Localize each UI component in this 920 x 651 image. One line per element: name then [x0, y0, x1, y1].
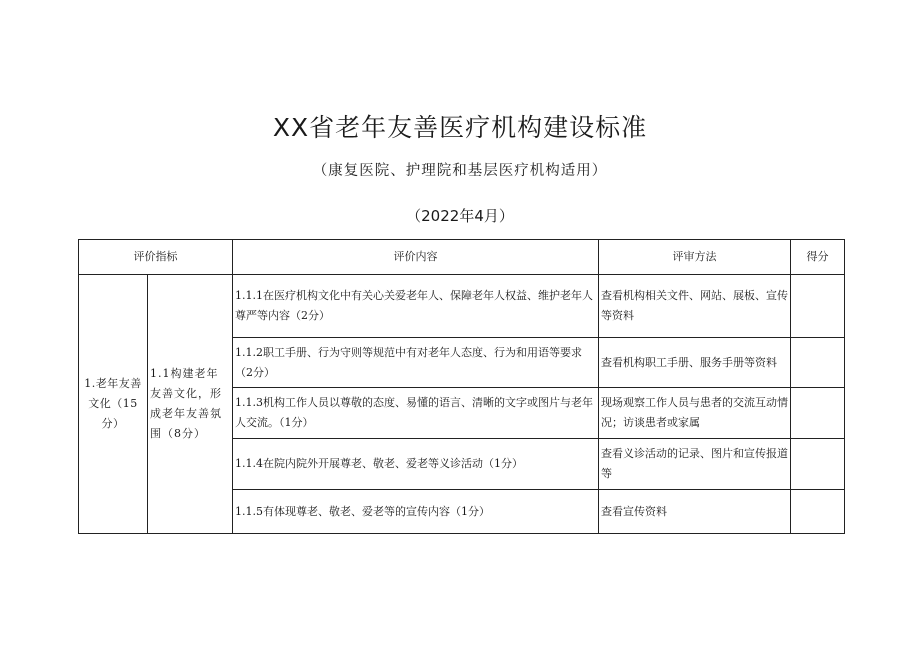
subcategory-cell: 1.1构建老年友善文化，形成老年友善氛围（8分） [148, 275, 233, 534]
document-date: （2022年4月） [406, 207, 514, 225]
content-cell: 1.1.3机构工作人员以尊敬的态度、易懂的语言、清晰的文字或图片与老年人交流。（1分） [233, 388, 599, 439]
score-cell[interactable] [791, 490, 845, 534]
content-cell: 1.1.4在院内院外开展尊老、敬老、爱老等义诊活动（1分） [233, 439, 599, 490]
score-cell[interactable] [791, 338, 845, 388]
content-cell: 1.1.5有体现尊老、敬老、爱老等的宣传内容（1分） [233, 490, 599, 534]
table-row [79, 275, 845, 338]
header-indicator: 评价指标 [79, 240, 233, 275]
method-cell: 查看宣传资料 [599, 490, 791, 534]
content-cell: 1.1.2职工手册、行为守则等规范中有对老年人态度、行为和用语等要求（2分） [233, 338, 599, 388]
method-cell: 查看机构职工手册、服务手册等资料 [599, 338, 791, 388]
method-cell: 查看机构相关文件、网站、展板、宣传等资料 [599, 275, 791, 338]
header-method: 评审方法 [599, 240, 791, 275]
score-cell[interactable] [791, 275, 845, 338]
standards-table [78, 239, 845, 534]
document-subtitle: （康复医院、护理院和基层医疗机构适用） [312, 163, 608, 179]
content-cell: 1.1.1在医疗机构文化中有关心关爱老年人、保障老年人权益、维护老年人尊严等内容（2分） [233, 275, 599, 338]
method-cell: 现场观察工作人员与患者的交流互动情况；访谈患者或家属 [599, 388, 791, 439]
header-score: 得分 [791, 240, 845, 275]
score-cell[interactable] [791, 439, 845, 490]
score-cell[interactable] [791, 388, 845, 439]
table-header-row [79, 240, 845, 275]
category-cell: 1.老年友善文化（15分） [79, 275, 148, 534]
method-cell: 查看义诊活动的记录、图片和宣传报道等 [599, 439, 791, 490]
header-content: 评价内容 [233, 240, 599, 275]
document-title: XX省老年友善医疗机构建设标准 [272, 113, 648, 142]
